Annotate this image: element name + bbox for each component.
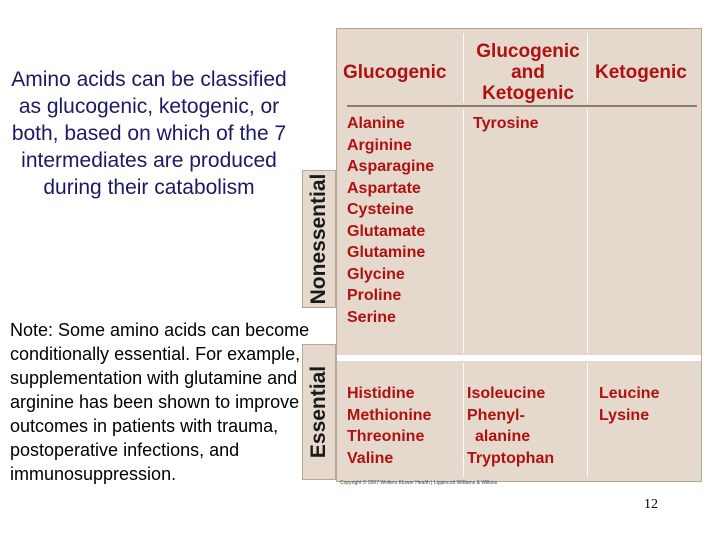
amino-acid: Tyrosine: [473, 115, 539, 132]
amino-acid: Glycine: [347, 265, 405, 283]
essential-both-list: [467, 383, 554, 469]
column-divider: [463, 109, 464, 353]
side-label-nonessential: Nonessential: [307, 173, 330, 305]
side-label-nonessential-panel: [302, 170, 336, 308]
amino-acid: Cysteine: [347, 201, 414, 218]
column-divider: [587, 363, 588, 477]
essential-ketogenic-list: [599, 383, 659, 426]
header-glucogenic-and-ketogenic: [469, 41, 587, 104]
amino-acid: Glutamine: [347, 244, 426, 261]
classification-table: [336, 28, 702, 482]
amino-acid-classification-figure: [300, 24, 702, 486]
amino-acid: Leucine: [599, 385, 660, 402]
header-both-line3: Ketogenic: [482, 83, 574, 104]
column-divider: [587, 33, 588, 103]
amino-acid: Serine: [347, 308, 396, 326]
amino-acid: Valine: [347, 449, 394, 467]
header-divider: [347, 105, 697, 107]
nonessential-both-list: [473, 113, 539, 135]
column-divider: [463, 33, 464, 103]
amino-acid: Glutamate: [347, 222, 426, 240]
copyright-line: Copyright © 2007 Wolters Kluwer Health | Lippincott Williams & Wilkins: [340, 480, 498, 486]
row-separator: [337, 355, 701, 361]
page-number: 12: [644, 497, 658, 512]
header-both-line2: and: [511, 62, 545, 83]
side-label-essential-panel: [302, 344, 336, 480]
amino-acid: Threonine: [347, 428, 425, 445]
header-ketogenic: Ketogenic: [595, 62, 687, 83]
amino-acid: Methionine: [347, 406, 432, 424]
amino-acid: Arginine: [347, 136, 412, 154]
header-glucogenic: Glucogenic: [343, 62, 447, 83]
amino-acid: Asparagine: [347, 158, 435, 175]
amino-acid: Lysine: [599, 406, 650, 424]
intro-text: Amino acids can be classified as glucogenic, ketogenic, or both, based on which of the 7 intermediates are produced during their catabolism: [11, 68, 287, 199]
column-divider: [463, 363, 464, 477]
essential-glucogenic-list: [347, 383, 431, 469]
amino-acid: Phenyl-: [467, 406, 525, 424]
amino-acid: Proline: [347, 287, 402, 304]
amino-acid: Alanine: [347, 115, 405, 132]
amino-acid: Histidine: [347, 385, 415, 402]
amino-acid: alanine: [475, 428, 531, 445]
column-divider: [587, 109, 588, 353]
amino-acid: Isoleucine: [467, 385, 546, 402]
nonessential-glucogenic-list: [347, 113, 434, 328]
amino-acid: Tryptophan: [467, 449, 555, 467]
side-label-essential: Essential: [307, 365, 330, 459]
amino-acid: Aspartate: [347, 179, 421, 197]
note-text: Note: Some amino acids can become conditionally essential. For example, supplementation with glutamine and arginine has been shown to improve outcomes in patients with trauma, postoperative infections, and immunosuppression.: [10, 320, 310, 484]
header-both-line1: Glucogenic: [476, 41, 580, 62]
